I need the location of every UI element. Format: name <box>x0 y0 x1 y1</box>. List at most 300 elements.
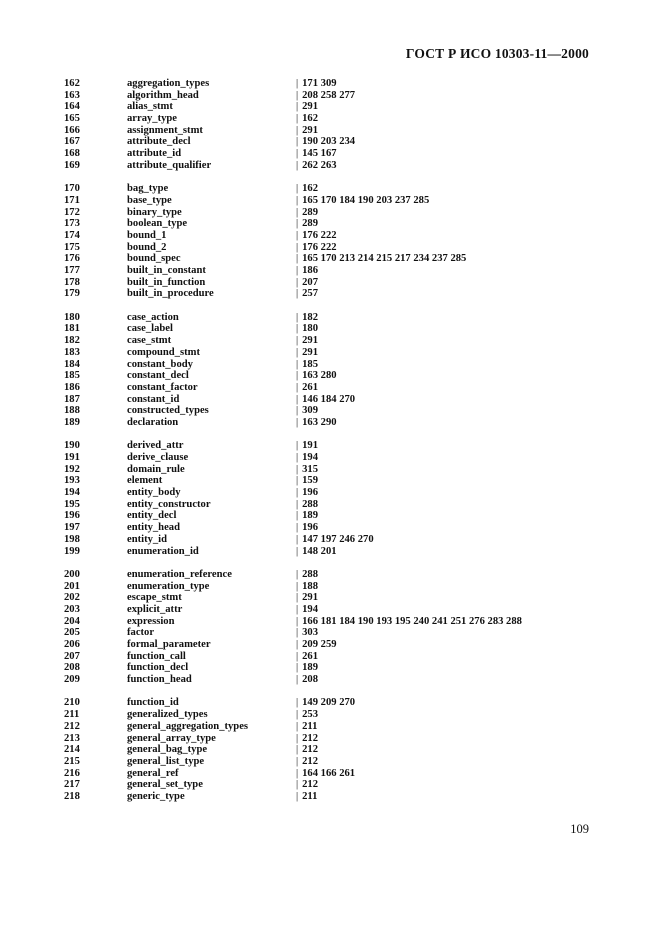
rule-references <box>296 616 522 628</box>
index-row <box>0 195 661 207</box>
rule-number: 191 <box>64 452 80 463</box>
rule-number: 208 <box>64 662 80 674</box>
index-row <box>0 359 661 371</box>
rule-name: bound_1 <box>127 229 167 241</box>
rule-number: 172 <box>64 206 80 218</box>
rule-number: 175 <box>64 241 80 253</box>
index-row <box>0 394 661 406</box>
reference-list: 163 280 <box>302 370 337 382</box>
index-row <box>0 733 661 745</box>
rule-references <box>296 370 337 382</box>
rule-number: 214 <box>64 744 80 756</box>
rule-name: bag_type <box>127 183 169 195</box>
rule-name: constant_factor <box>127 381 198 393</box>
separator-bar: | <box>296 229 299 241</box>
separator-bar: | <box>296 709 299 721</box>
reference-list: 188 <box>302 580 319 592</box>
separator-bar: | <box>296 206 299 218</box>
index-row <box>0 616 661 628</box>
rule-number: 192 <box>64 463 80 475</box>
index-row <box>0 382 661 394</box>
reference-list: 291 <box>302 335 319 347</box>
separator-bar: | <box>296 580 299 592</box>
rule-number: 188 <box>64 405 80 417</box>
separator-bar: | <box>296 767 299 779</box>
rule-number: 211 <box>64 709 80 721</box>
rule-number: 176 <box>64 253 80 265</box>
reference-list: 315 <box>302 463 319 475</box>
rule-name: compound_stmt <box>127 346 200 358</box>
rule-number: 210 <box>64 697 80 709</box>
rule-number: 169 <box>64 159 80 171</box>
page-number: 109 <box>570 822 589 836</box>
separator-bar: | <box>296 393 299 405</box>
index-group <box>0 569 661 686</box>
index-row <box>0 253 661 265</box>
reference-list: 288 <box>302 568 319 580</box>
rule-references <box>296 113 318 125</box>
rule-name: enumeration_id <box>127 545 199 557</box>
index-row <box>0 288 661 300</box>
reference-list: 211 <box>302 790 318 802</box>
rule-references <box>296 440 318 452</box>
rule-number: 198 <box>64 533 80 545</box>
rule-number: 200 <box>64 568 80 580</box>
rule-references <box>296 569 318 581</box>
rule-number: 203 <box>64 603 80 615</box>
rule-name: escape_stmt <box>127 592 182 604</box>
rule-references <box>296 288 318 300</box>
rule-number: 177 <box>64 265 80 276</box>
separator-bar: | <box>296 218 299 230</box>
rule-number: 178 <box>64 276 80 288</box>
separator-bar: | <box>296 78 299 89</box>
rule-name: enumeration_reference <box>127 568 232 580</box>
rule-number: 164 <box>64 101 80 113</box>
rule-name: constant_id <box>127 393 180 405</box>
reference-list: 212 <box>302 744 319 756</box>
rule-name: entity_constructor <box>127 498 211 510</box>
reference-list: 303 <box>302 627 319 639</box>
separator-bar: | <box>296 253 299 265</box>
reference-list: 189 <box>302 510 319 522</box>
reference-list: 164 166 261 <box>302 767 356 779</box>
index-row <box>0 148 661 160</box>
rule-name: derived_attr <box>127 440 184 452</box>
rule-name: case_stmt <box>127 335 172 347</box>
rule-references <box>296 581 318 593</box>
separator-bar: | <box>296 732 299 744</box>
index-row <box>0 662 661 674</box>
separator-bar: | <box>296 241 299 253</box>
index-row <box>0 674 661 686</box>
rule-references <box>296 674 318 686</box>
rule-references <box>296 546 337 558</box>
separator-bar: | <box>296 603 299 615</box>
rule-name: function_head <box>127 674 192 686</box>
reference-list: 209 259 <box>302 639 337 650</box>
reference-list: 196 <box>302 522 319 534</box>
index-row <box>0 323 661 335</box>
rule-name: algorithm_head <box>127 89 199 101</box>
rule-number: 197 <box>64 522 80 534</box>
reference-list: 176 222 <box>302 241 337 253</box>
separator-bar: | <box>296 311 299 323</box>
rule-number: 206 <box>64 639 80 650</box>
rule-name: entity_decl <box>127 510 177 522</box>
rule-number: 170 <box>64 183 80 195</box>
rule-number: 190 <box>64 440 80 452</box>
index-row <box>0 136 661 148</box>
index-row <box>0 697 661 709</box>
reference-list: 190 203 234 <box>302 136 356 148</box>
rule-number: 163 <box>64 89 80 101</box>
separator-bar: | <box>296 475 299 487</box>
rule-references <box>296 195 429 207</box>
rule-name: constant_body <box>127 358 193 370</box>
rule-name: base_type <box>127 194 172 206</box>
reference-list: 291 <box>302 101 319 113</box>
rule-name: attribute_id <box>127 148 182 160</box>
rule-name: constructed_types <box>127 405 209 417</box>
rule-name: attribute_qualifier <box>127 159 212 171</box>
rule-references <box>296 359 318 371</box>
rule-number: 201 <box>64 580 80 592</box>
rule-name: binary_type <box>127 206 182 218</box>
rule-references <box>296 662 318 674</box>
rule-references <box>296 335 318 347</box>
reference-list: 162 <box>302 183 319 195</box>
reference-list: 196 <box>302 487 319 499</box>
rule-number: 185 <box>64 370 80 382</box>
rule-references <box>296 627 318 639</box>
rule-name: declaration <box>127 416 179 428</box>
rule-number: 199 <box>64 545 80 557</box>
rule-name: generalized_types <box>127 709 208 721</box>
separator-bar: | <box>296 335 299 347</box>
rule-references <box>296 534 374 546</box>
reference-list: 148 201 <box>302 545 337 557</box>
rule-number: 204 <box>64 615 80 627</box>
reference-list: 212 <box>302 732 319 744</box>
reference-list: 149 209 270 <box>302 697 356 709</box>
rule-references <box>296 405 318 417</box>
rule-number: 194 <box>64 487 80 499</box>
index-row <box>0 499 661 511</box>
rule-references <box>296 744 318 756</box>
rule-references <box>296 464 318 476</box>
rule-references <box>296 499 318 511</box>
reference-list: 291 <box>302 346 319 358</box>
rule-name: expression <box>127 615 175 627</box>
separator-bar: | <box>296 650 299 662</box>
separator-bar: | <box>296 159 299 171</box>
rule-number: 186 <box>64 381 80 393</box>
index-row <box>0 639 661 651</box>
index-row <box>0 160 661 172</box>
rule-name: derive_clause <box>127 452 189 463</box>
reference-list: 212 <box>302 779 319 791</box>
reference-list: 289 <box>302 206 319 218</box>
reference-list: 163 290 <box>302 416 337 428</box>
rule-references <box>296 592 318 604</box>
index-row <box>0 312 661 324</box>
separator-bar: | <box>296 288 299 300</box>
index-row <box>0 604 661 616</box>
separator-bar: | <box>296 592 299 604</box>
separator-bar: | <box>296 674 299 686</box>
rule-references <box>296 230 337 242</box>
reference-list: 165 170 213 214 215 217 234 237 285 <box>302 253 467 265</box>
rule-references <box>296 394 355 406</box>
rule-name: element <box>127 475 163 487</box>
rule-name: general_list_type <box>127 755 205 767</box>
separator-bar: | <box>296 452 299 463</box>
rule-number: 174 <box>64 229 80 241</box>
rule-number: 196 <box>64 510 80 522</box>
index-row <box>0 522 661 534</box>
separator-bar: | <box>296 381 299 393</box>
separator-bar: | <box>296 662 299 674</box>
rule-references <box>296 651 318 663</box>
rule-name: general_ref <box>127 767 179 779</box>
rule-number: 218 <box>64 790 80 802</box>
rule-name: general_set_type <box>127 779 203 791</box>
rule-references <box>296 90 355 102</box>
rule-references <box>296 136 355 148</box>
separator-bar: | <box>296 790 299 802</box>
rule-references <box>296 522 318 534</box>
rule-number: 202 <box>64 592 80 604</box>
rule-number: 162 <box>64 78 80 89</box>
index-row <box>0 452 661 464</box>
rule-references <box>296 277 318 289</box>
reference-list: 288 <box>302 498 319 510</box>
rule-references <box>296 604 318 616</box>
separator-bar: | <box>296 148 299 160</box>
index-row <box>0 581 661 593</box>
reference-list: 159 <box>302 475 319 487</box>
index-row <box>0 90 661 102</box>
separator-bar: | <box>296 533 299 545</box>
separator-bar: | <box>296 416 299 428</box>
reference-list: 261 <box>302 381 319 393</box>
separator-bar: | <box>296 744 299 756</box>
index-row <box>0 277 661 289</box>
separator-bar: | <box>296 755 299 767</box>
rule-number: 168 <box>64 148 80 160</box>
index-row <box>0 592 661 604</box>
rule-references <box>296 768 355 780</box>
rule-number: 213 <box>64 732 80 744</box>
index-row <box>0 569 661 581</box>
rule-name: formal_parameter <box>127 639 211 650</box>
rule-name: enumeration_type <box>127 580 210 592</box>
rule-references <box>296 475 318 487</box>
rule-number: 215 <box>64 755 80 767</box>
rule-name: entity_head <box>127 522 180 534</box>
index-group <box>0 440 661 557</box>
rule-name: general_array_type <box>127 732 216 744</box>
reference-list: 291 <box>302 592 319 604</box>
separator-bar: | <box>296 522 299 534</box>
rule-number: 182 <box>64 335 80 347</box>
index-row <box>0 335 661 347</box>
rule-number: 165 <box>64 113 80 125</box>
separator-bar: | <box>296 89 299 101</box>
rule-name: built_in_constant <box>127 265 206 276</box>
rule-name: assignment_stmt <box>127 124 203 136</box>
index-group <box>0 697 661 802</box>
separator-bar: | <box>296 183 299 195</box>
rule-number: 181 <box>64 323 80 335</box>
rule-name: aggregation_types <box>127 78 210 89</box>
reference-list: 208 258 277 <box>302 89 356 101</box>
reference-list: 208 <box>302 674 319 686</box>
reference-list: 145 167 <box>302 148 337 160</box>
rule-references <box>296 452 318 464</box>
index-row <box>0 230 661 242</box>
reference-list: 309 <box>302 405 319 417</box>
rule-number: 209 <box>64 674 80 686</box>
separator-bar: | <box>296 627 299 639</box>
rule-number: 187 <box>64 393 80 405</box>
index-row <box>0 440 661 452</box>
rule-references <box>296 218 318 230</box>
reference-list: 194 <box>302 603 319 615</box>
rule-references <box>296 709 318 721</box>
rule-name: built_in_function <box>127 276 206 288</box>
rule-references <box>296 733 318 745</box>
separator-bar: | <box>296 101 299 113</box>
rule-number: 173 <box>64 218 80 230</box>
separator-bar: | <box>296 463 299 475</box>
reference-list: 189 <box>302 662 319 674</box>
reference-list: 147 197 246 270 <box>302 533 374 545</box>
rule-references <box>296 382 318 394</box>
page-header: ГОСТ Р ИСО 10303-11—2000 <box>405 46 589 61</box>
rule-number: 212 <box>64 720 80 732</box>
reference-list: 261 <box>302 650 319 662</box>
index-row <box>0 370 661 382</box>
separator-bar: | <box>296 113 299 125</box>
reference-list: 194 <box>302 452 319 463</box>
rule-number: 179 <box>64 288 80 300</box>
rule-number: 184 <box>64 358 80 370</box>
reference-list: 262 263 <box>302 159 337 171</box>
index-row <box>0 709 661 721</box>
rule-references <box>296 101 318 113</box>
rule-number: 216 <box>64 767 80 779</box>
reference-list: 180 <box>302 323 319 335</box>
index-row <box>0 721 661 733</box>
separator-bar: | <box>296 276 299 288</box>
index-group <box>0 78 661 172</box>
rule-name: explicit_attr <box>127 603 183 615</box>
reference-list: 182 <box>302 311 319 323</box>
rule-number: 217 <box>64 779 80 791</box>
rule-name: bound_2 <box>127 241 167 253</box>
reference-list: 162 <box>302 113 319 125</box>
index-row <box>0 744 661 756</box>
rule-references <box>296 417 337 429</box>
reference-list: 289 <box>302 218 319 230</box>
index-row <box>0 265 661 277</box>
index-row <box>0 779 661 791</box>
rule-number: 205 <box>64 627 80 639</box>
index-row <box>0 207 661 219</box>
rule-name: case_label <box>127 323 173 335</box>
rule-name: generic_type <box>127 790 185 802</box>
rule-references <box>296 510 318 522</box>
reference-list: 176 222 <box>302 229 337 241</box>
rule-number: 207 <box>64 650 80 662</box>
reference-list: 257 <box>302 288 319 300</box>
rule-references <box>296 721 317 733</box>
separator-bar: | <box>296 487 299 499</box>
rule-name: case_action <box>127 311 179 323</box>
separator-bar: | <box>296 124 299 136</box>
rule-name: function_call <box>127 650 186 662</box>
cross-reference-index <box>0 78 661 814</box>
separator-bar: | <box>296 346 299 358</box>
index-row <box>0 113 661 125</box>
index-row <box>0 534 661 546</box>
rule-name: general_aggregation_types <box>127 720 249 732</box>
rule-references <box>296 312 318 324</box>
reference-list: 146 184 270 <box>302 393 356 405</box>
rule-references <box>296 253 466 265</box>
separator-bar: | <box>296 498 299 510</box>
separator-bar: | <box>296 697 299 709</box>
rule-references <box>296 756 318 768</box>
rule-references <box>296 148 337 160</box>
index-row <box>0 791 661 803</box>
index-row <box>0 510 661 522</box>
rule-references <box>296 265 318 277</box>
reference-list: 166 181 184 190 193 195 240 241 251 276 283 288 <box>302 615 522 627</box>
rule-name: bound_spec <box>127 253 181 265</box>
separator-bar: | <box>296 405 299 417</box>
rule-references <box>296 323 318 335</box>
rule-name: attribute_decl <box>127 136 191 148</box>
index-row <box>0 347 661 359</box>
index-row <box>0 756 661 768</box>
rule-number: 180 <box>64 311 80 323</box>
index-row <box>0 183 661 195</box>
reference-list: 212 <box>302 755 319 767</box>
rule-references <box>296 183 318 195</box>
rule-number: 166 <box>64 124 80 136</box>
index-row <box>0 464 661 476</box>
index-row <box>0 218 661 230</box>
rule-number: 189 <box>64 416 80 428</box>
rule-name: general_bag_type <box>127 744 208 756</box>
index-row <box>0 627 661 639</box>
rule-references <box>296 207 318 219</box>
separator-bar: | <box>296 265 299 276</box>
index-row <box>0 475 661 487</box>
separator-bar: | <box>296 440 299 452</box>
index-row <box>0 651 661 663</box>
rule-name: entity_body <box>127 487 181 499</box>
reference-list: 207 <box>302 276 319 288</box>
rule-references <box>296 125 318 137</box>
reference-list: 186 <box>302 265 319 276</box>
index-group <box>0 183 661 300</box>
rule-name: domain_rule <box>127 463 185 475</box>
rule-references <box>296 160 337 172</box>
